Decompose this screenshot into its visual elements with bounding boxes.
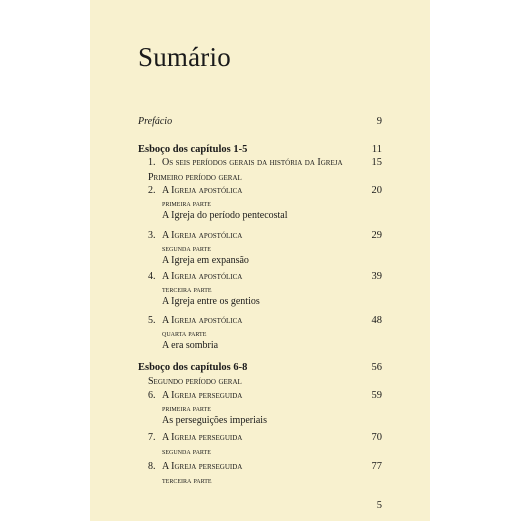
page-title: Sumário <box>138 42 231 72</box>
toc-chapter-5 <box>90 315 430 329</box>
chapter-title: A Igreja apostólica <box>162 271 243 282</box>
toc-page: 15 <box>371 157 382 168</box>
toc-page: 48 <box>371 315 382 326</box>
chapter-number: 8. <box>148 461 156 472</box>
chapter-title: A Igreja apostólica <box>162 315 243 326</box>
toc-chapter-7-part <box>90 446 430 460</box>
toc-page: 56 <box>371 362 382 373</box>
toc-section-1 <box>90 144 430 158</box>
toc-chapter-8 <box>90 461 430 475</box>
toc-chapter-7 <box>90 432 430 446</box>
toc-chapter-4-sub <box>90 296 430 310</box>
toc-period-1 <box>90 172 430 186</box>
toc-section-label: Esboço dos capítulos 6-8 <box>138 362 248 373</box>
chapter-part: terceira parte <box>162 475 212 485</box>
chapter-number: 3. <box>148 230 156 241</box>
chapter-title: A Igreja perseguida <box>162 461 243 472</box>
chapter-number: 5. <box>148 315 156 326</box>
toc-page: 9 <box>376 116 382 127</box>
chapter-subtitle: A era sombria <box>162 340 219 351</box>
chapter-number: 1. <box>148 157 156 168</box>
toc-page: 29 <box>371 230 382 241</box>
chapter-part: segunda parte <box>162 446 211 456</box>
toc-chapter-5-sub <box>90 340 430 354</box>
toc-chapter-2 <box>90 185 430 199</box>
chapter-title: A Igreja apostólica <box>162 185 243 196</box>
chapter-number: 2. <box>148 185 156 196</box>
toc-chapter-3-sub <box>90 255 430 269</box>
toc-chapter-3 <box>90 230 430 244</box>
toc-chapter-1 <box>90 157 430 171</box>
chapter-title: Os seis períodos gerais da história da Igreja <box>162 157 343 168</box>
toc-chapter-4 <box>90 271 430 285</box>
period-label: Segundo período geral <box>148 376 242 387</box>
toc-page: 39 <box>371 271 382 282</box>
chapter-part: terceira parte <box>162 284 212 294</box>
chapter-part: quarta parte <box>162 328 207 338</box>
toc-chapter-6 <box>90 390 430 404</box>
chapter-number: 4. <box>148 271 156 282</box>
book-page <box>90 0 430 521</box>
toc-page: 11 <box>371 144 382 155</box>
chapter-title: A Igreja perseguida <box>162 390 243 401</box>
chapter-part: segunda parte <box>162 243 211 253</box>
toc-label: Prefácio <box>138 116 173 127</box>
chapter-subtitle: A Igreja em expansão <box>162 255 249 266</box>
chapter-part: primeira parte <box>162 198 211 208</box>
toc-page: 59 <box>371 390 382 401</box>
toc-entry-prefacio <box>90 116 430 130</box>
page-number: 5 <box>376 500 382 511</box>
toc-chapter-6-sub <box>90 415 430 429</box>
toc-section-label: Esboço dos capítulos 1-5 <box>138 144 248 155</box>
toc-period-2 <box>90 376 430 390</box>
chapter-part: primeira parte <box>162 403 211 413</box>
toc-page: 20 <box>371 185 382 196</box>
chapter-number: 7. <box>148 432 156 443</box>
toc-page: 77 <box>371 461 382 472</box>
chapter-number: 6. <box>148 390 156 401</box>
toc-chapter-2-sub <box>90 210 430 224</box>
chapter-title: A Igreja perseguida <box>162 432 243 443</box>
toc-page: 70 <box>371 432 382 443</box>
period-label: Primeiro período geral <box>148 172 242 183</box>
toc-chapter-8-part <box>90 475 430 489</box>
chapter-title: A Igreja apostólica <box>162 230 243 241</box>
toc-section-2 <box>90 362 430 376</box>
chapter-subtitle: As perseguições imperiais <box>162 415 267 426</box>
chapter-subtitle: A Igreja do período pentecostal <box>162 210 288 221</box>
chapter-subtitle: A Igreja entre os gentios <box>162 296 260 307</box>
